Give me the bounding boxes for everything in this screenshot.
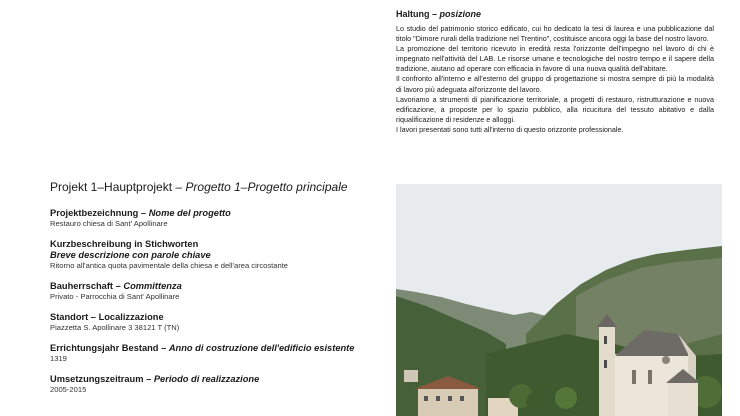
- field-value: 1319: [50, 354, 67, 363]
- project-section: [50, 180, 380, 405]
- label-de: Errichtungsjahr Bestand: [50, 343, 159, 353]
- field-label: Umsetzungszeitraum – Periodo di realizzazione: [50, 374, 260, 384]
- project-title-de: Projekt 1–Hauptprojekt: [50, 180, 173, 194]
- haltung-paragraph-5: I lavori presentati sono tutti all'interno di questo orizzonte professionale.: [396, 124, 624, 134]
- haltung-paragraph-1: Lo studio del patrimonio storico edificato, cui ho dedicato la tesi di laurea e una pubblicazione dal titolo "Dimore rurali della tradizione nel Trentino", costituisce ancora oggi la base del nostro lavoro.: [396, 24, 714, 44]
- haltung-paragraph-3: Il confronto all'interno e all'esterno del gruppo di progettazione si mostra sempre di più la modalità di lavoro più adeguata all'orizzonte del lavoro.: [396, 74, 714, 94]
- label-it: Periodo di realizzazione: [153, 374, 260, 384]
- field-client: [50, 281, 380, 302]
- label-it: Nome del progetto: [148, 208, 231, 218]
- project-title-separator: –: [172, 180, 186, 194]
- field-label: Standort – Localizzazione: [50, 312, 164, 322]
- haltung-section: [396, 9, 714, 135]
- church-photo-icon: [396, 184, 722, 416]
- project-title: [50, 180, 380, 194]
- label-it: Committenza: [123, 281, 182, 291]
- label-it: Anno di costruzione dell'edificio esistente: [168, 343, 355, 353]
- field-implementation-period: [50, 374, 380, 395]
- field-value: Privato - Parrocchia di Sant' Apollinare: [50, 292, 180, 301]
- field-project-name: [50, 208, 380, 229]
- field-label: Bauherrschaft – Committenza: [50, 281, 182, 291]
- field-value: 2005-2015: [50, 385, 87, 394]
- field-label-it: Breve descrizione con parole chiave: [50, 250, 211, 260]
- field-value: Ritorno all'antica quota pavimentale della chiesa e dell'area circostante: [50, 261, 289, 270]
- church-photo: [396, 184, 722, 416]
- field-value: Restauro chiesa di Sant' Apollinare: [50, 219, 168, 228]
- field-value: Piazzetta S. Apollinare 3 38121 T (TN): [50, 323, 180, 332]
- field-label: Kurzbeschreibung in Stichworten: [50, 239, 199, 249]
- label-de: Bauherrschaft: [50, 281, 114, 291]
- haltung-title-it: posizione: [439, 9, 482, 19]
- project-title-it: Progetto 1–Progetto principale: [185, 180, 348, 194]
- field-label: Projektbezeichnung – Nome del progetto: [50, 208, 231, 218]
- field-label: Errichtungsjahr Bestand – Anno di costruzione dell'edificio esistente: [50, 343, 355, 353]
- haltung-heading: Haltung – posizione: [396, 9, 482, 19]
- field-location: [50, 312, 380, 333]
- label-it: Localizzazione: [98, 312, 164, 322]
- haltung-paragraph-2: La promozione del territorio ricevuto in eredità resta l'orizzonte dell'impegno nel lavoro di chi è impegnato nell'attività del LAB. Le risorse umane e tecnologiche del nostro tempo e il sapere della tradizione, aiutano ad operare con efficacia in favore di una nuova qualità dell'abitare.: [396, 44, 714, 74]
- label-de: Standort: [50, 312, 89, 322]
- haltung-paragraph-4: Lavoriamo a strumenti di pianificazione territoriale, a progetti di restauro, ristrutturazione e nuova edificazione, a proposte per lo spazio pubblico, alla ricucitura del tessuto abitativo e dalla riqualificazione di residenze e alloggi.: [396, 94, 714, 124]
- field-construction-year: [50, 343, 380, 364]
- label-de: Umsetzungszeitraum: [50, 374, 144, 384]
- haltung-title-de: Haltung: [396, 9, 430, 19]
- label-de: Projektbezeichnung: [50, 208, 139, 218]
- field-short-description: [50, 239, 380, 271]
